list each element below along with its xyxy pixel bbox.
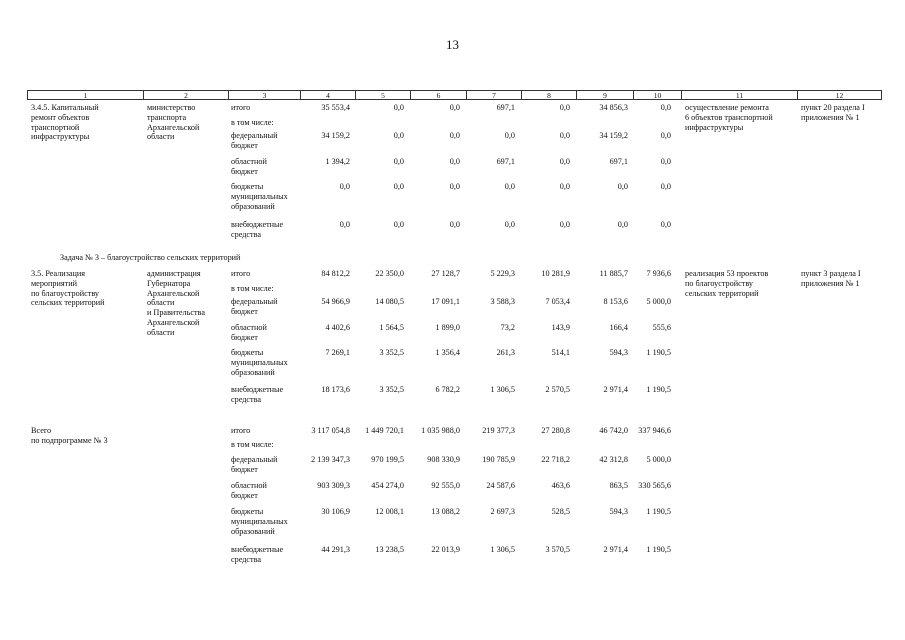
amount-cell: 17 091,1: [431, 297, 460, 306]
funding-source-label: федеральный: [231, 455, 278, 464]
amount-cell: 528,5: [551, 507, 570, 516]
amount-cell: 3 117 054,8: [311, 426, 350, 435]
executor-line: Архангельской: [147, 122, 200, 132]
amount-cell: 330 565,6: [638, 481, 671, 490]
funding-source-label: федеральный: [231, 131, 278, 140]
result-line: по благоустройству: [685, 278, 754, 288]
funding-source-label: образований: [231, 367, 275, 377]
amount-cell: 6 782,2: [435, 385, 460, 394]
funding-source-label: внебюджетные: [231, 545, 284, 554]
amount-cell: 697,1: [496, 157, 515, 166]
link-line: пункт 20 раздела I: [801, 103, 865, 112]
executor-line: Архангельской: [147, 288, 200, 298]
amount-cell: 11 885,7: [599, 269, 628, 278]
amount-cell: 697,1: [496, 103, 515, 112]
amount-cell: 2 971,4: [603, 385, 628, 394]
amount-cell: 0,0: [504, 220, 515, 229]
funding-source-label: бюджет: [231, 464, 258, 474]
measure-name-line: сельских территорий: [31, 298, 105, 308]
funding-source-label: итого: [231, 103, 251, 112]
amount-cell: 0,0: [449, 131, 460, 140]
amount-cell: 0,0: [339, 220, 350, 229]
executor-line: области: [147, 327, 175, 337]
amount-cell: 0,0: [393, 182, 404, 191]
funding-source-label: средства: [231, 394, 262, 404]
amount-cell: 3 352,5: [379, 385, 404, 394]
amount-cell: 42 312,8: [599, 455, 628, 464]
amount-cell: 555,6: [652, 323, 671, 332]
amount-cell: 0,0: [449, 220, 460, 229]
amount-cell: 35 553,4: [321, 103, 350, 112]
amount-cell: 0,0: [504, 131, 515, 140]
amount-cell: 0,0: [660, 103, 671, 112]
amount-cell: 7 269,1: [325, 348, 350, 357]
amount-cell: 1 035 988,0: [421, 426, 460, 435]
funding-source-label: внебюджетные: [231, 385, 284, 394]
amount-cell: 0,0: [559, 182, 570, 191]
measure-name-line: транспортной: [31, 122, 80, 132]
amount-cell: 261,3: [496, 348, 515, 357]
amount-cell: 0,0: [393, 220, 404, 229]
result-line: реализация 53 проектов: [685, 269, 769, 278]
amount-cell: 0,0: [449, 157, 460, 166]
amount-cell: 0,0: [449, 103, 460, 112]
header-cell: 12: [797, 91, 882, 100]
amount-cell: 10 281,9: [541, 269, 570, 278]
measure-name-line: инфраструктуры: [31, 132, 90, 142]
funding-source-label: в том числе:: [231, 284, 274, 293]
amount-cell: 3 352,5: [379, 348, 404, 357]
header-cell: 5: [355, 91, 410, 100]
measure-name-line: 3.5. Реализация: [31, 269, 86, 278]
amount-cell: 18 173,6: [321, 385, 350, 394]
measure-name-line: 3.4.5. Капитальный: [31, 103, 99, 112]
amount-cell: 1 356,4: [435, 348, 460, 357]
amount-cell: 454 274,0: [371, 481, 404, 490]
amount-cell: 0,0: [393, 103, 404, 112]
amount-cell: 34 856,3: [599, 103, 628, 112]
funding-source-label: бюджеты: [231, 507, 264, 516]
amount-cell: 27 280,8: [541, 426, 570, 435]
amount-cell: 1 394,2: [325, 157, 350, 166]
funding-source-label: итого: [231, 269, 251, 278]
amount-cell: 22 013,9: [431, 545, 460, 554]
measure-name-line: мероприятий: [31, 278, 77, 288]
amount-cell: 14 080,5: [375, 297, 404, 306]
amount-cell: 903 309,3: [317, 481, 350, 490]
measure-name-line: ремонт объектов: [31, 112, 90, 122]
header-cell: 8: [521, 91, 576, 100]
amount-cell: 3 588,3: [490, 297, 515, 306]
amount-cell: 13 238,5: [375, 545, 404, 554]
amount-cell: 1 190,5: [646, 348, 671, 357]
funding-source-label: федеральный: [231, 297, 278, 306]
amount-cell: 44 291,3: [321, 545, 350, 554]
funding-source-label: бюджет: [231, 166, 258, 176]
executor-line: транспорта: [147, 112, 187, 122]
amount-cell: 1 190,5: [646, 385, 671, 394]
amount-cell: 7 936,6: [646, 269, 671, 278]
header-cell: 1: [27, 91, 143, 100]
amount-cell: 7 053,4: [545, 297, 570, 306]
amount-cell: 2 570,5: [545, 385, 570, 394]
amount-cell: 594,3: [609, 348, 628, 357]
amount-cell: 24 587,6: [486, 481, 515, 490]
amount-cell: 190 785,9: [482, 455, 515, 464]
amount-cell: 0,0: [393, 131, 404, 140]
amount-cell: 13 088,2: [431, 507, 460, 516]
funding-source-label: областной: [231, 157, 267, 166]
amount-cell: 27 128,7: [431, 269, 460, 278]
link-line: пункт 3 раздела I: [801, 269, 861, 278]
header-cell: 7: [466, 91, 521, 100]
amount-cell: 5 000,0: [646, 297, 671, 306]
amount-cell: 84 812,2: [321, 269, 350, 278]
task-heading: Задача № 3 – благоустройство сельских территорий: [60, 253, 241, 262]
executor-line: министерство: [147, 103, 196, 112]
table-header-row: [27, 90, 882, 100]
amount-cell: 463,6: [551, 481, 570, 490]
amount-cell: 970 199,5: [371, 455, 404, 464]
amount-cell: 0,0: [617, 182, 628, 191]
measure-name-line: Всего: [31, 426, 52, 435]
amount-cell: 2 971,4: [603, 545, 628, 554]
header-cell: 2: [143, 91, 228, 100]
header-cell: 6: [410, 91, 466, 100]
header-cell: 11: [681, 91, 797, 100]
funding-source-label: бюджет: [231, 306, 258, 316]
amount-cell: 0,0: [660, 220, 671, 229]
executor-line: области: [147, 132, 175, 142]
amount-cell: 143,9: [551, 323, 570, 332]
amount-cell: 34 159,2: [321, 131, 350, 140]
amount-cell: 22 718,2: [541, 455, 570, 464]
amount-cell: 219 377,3: [482, 426, 515, 435]
amount-cell: 0,0: [660, 182, 671, 191]
amount-cell: 166,4: [609, 323, 628, 332]
amount-cell: 1 564,5: [379, 323, 404, 332]
amount-cell: 2 139 347,3: [311, 455, 350, 464]
amount-cell: 1 899,0: [435, 323, 460, 332]
result-line: 6 объектов транспортной: [685, 112, 773, 122]
amount-cell: 92 555,0: [431, 481, 460, 490]
executor-line: Архангельской: [147, 318, 200, 327]
amount-cell: 30 106,9: [321, 507, 350, 516]
amount-cell: 697,1: [609, 157, 628, 166]
amount-cell: 0,0: [339, 182, 350, 191]
funding-source-label: бюджет: [231, 140, 258, 150]
result-line: инфраструктуры: [685, 122, 744, 132]
funding-source-label: внебюджетные: [231, 220, 284, 229]
amount-cell: 514,1: [551, 348, 570, 357]
amount-cell: 0,0: [449, 182, 460, 191]
amount-cell: 0,0: [559, 157, 570, 166]
funding-source-label: бюджет: [231, 490, 258, 500]
amount-cell: 0,0: [559, 220, 570, 229]
funding-source-label: в том числе:: [231, 118, 274, 127]
amount-cell: 73,2: [500, 323, 515, 332]
amount-cell: 0,0: [504, 182, 515, 191]
amount-cell: 0,0: [660, 157, 671, 166]
amount-cell: 1 190,5: [646, 545, 671, 554]
executor-line: области: [147, 298, 175, 308]
executor-line: Губернатора: [147, 278, 191, 288]
funding-source-label: бюджет: [231, 332, 258, 342]
funding-source-label: муниципальных: [231, 516, 288, 526]
amount-cell: 34 159,2: [599, 131, 628, 140]
funding-source-label: областной: [231, 323, 267, 332]
link-line: приложения № 1: [801, 112, 860, 122]
amount-cell: 5 000,0: [646, 455, 671, 464]
amount-cell: 22 350,0: [375, 269, 404, 278]
amount-cell: 594,3: [609, 507, 628, 516]
funding-source-label: муниципальных: [231, 357, 288, 367]
funding-source-label: итого: [231, 426, 251, 435]
header-cell: 10: [633, 91, 681, 100]
amount-cell: 8 153,6: [603, 297, 628, 306]
amount-cell: 337 946,6: [638, 426, 671, 435]
amount-cell: 4 402,6: [325, 323, 350, 332]
amount-cell: 2 697,3: [490, 507, 515, 516]
funding-source-label: бюджеты: [231, 182, 264, 191]
funding-source-label: средства: [231, 554, 262, 564]
result-line: сельских территорий: [685, 288, 759, 298]
executor-line: администрация: [147, 269, 201, 278]
funding-source-label: средства: [231, 229, 262, 239]
amount-cell: 0,0: [393, 157, 404, 166]
amount-cell: 0,0: [617, 220, 628, 229]
funding-source-label: в том числе:: [231, 440, 274, 449]
amount-cell: 54 966,9: [321, 297, 350, 306]
funding-source-label: образований: [231, 526, 275, 536]
header-cell: 9: [576, 91, 633, 100]
funding-source-label: бюджеты: [231, 348, 264, 357]
amount-cell: 46 742,0: [599, 426, 628, 435]
funding-source-label: областной: [231, 481, 267, 490]
amount-cell: 0,0: [660, 131, 671, 140]
funding-source-label: муниципальных: [231, 191, 288, 201]
header-cell: 4: [300, 91, 355, 100]
amount-cell: 1 306,5: [490, 545, 515, 554]
link-line: приложения № 1: [801, 278, 860, 288]
amount-cell: 12 008,1: [375, 507, 404, 516]
amount-cell: 908 330,9: [427, 455, 460, 464]
measure-name-line: по благоустройству: [31, 288, 100, 298]
funding-source-label: образований: [231, 201, 275, 211]
result-line: осуществление ремонта: [685, 103, 769, 112]
header-cell: 3: [228, 91, 300, 100]
measure-name-line: по подпрограмме № 3: [31, 435, 108, 445]
amount-cell: 863,5: [609, 481, 628, 490]
executor-line: и Правительства: [147, 308, 205, 318]
amount-cell: 1 190,5: [646, 507, 671, 516]
amount-cell: 5 229,3: [490, 269, 515, 278]
amount-cell: 1 449 720,1: [365, 426, 404, 435]
page-number: 13: [446, 37, 459, 52]
amount-cell: 0,0: [559, 131, 570, 140]
amount-cell: 3 570,5: [545, 545, 570, 554]
amount-cell: 1 306,5: [490, 385, 515, 394]
amount-cell: 0,0: [559, 103, 570, 112]
